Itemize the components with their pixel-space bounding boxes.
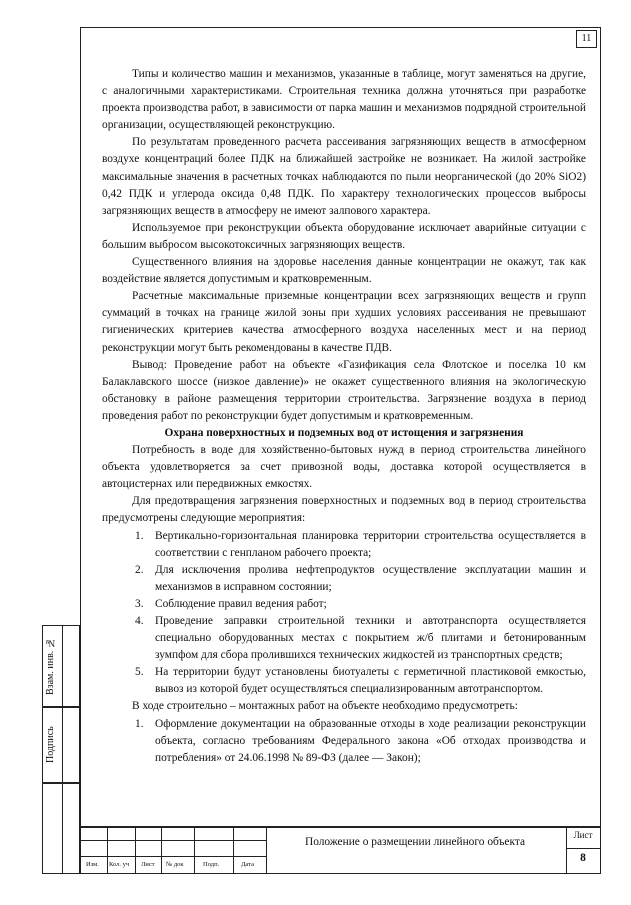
paragraph: Потребность в воде для хозяйственно-бытовых нужд в период строительства линейного объекта удовлетворяется за счет привозной воды, доставка которой осуществляется в автоцистернах или передвижных емкостях. (102, 444, 586, 491)
tb-col-label: Лист (141, 861, 155, 868)
paragraph: Типы и количество машин и механизмов, указанные в таблице, могут заменяться на другие, с аналогичными характеристиками. Строительная техника должна уточняться при разработке проекта производства работ, в зависимости от парка машин и механизмов подрядной строительной организации, осуществляющей реконструкцию. (102, 68, 586, 132)
list-item: 1. Оформление документации на образованные отходы в ходе реализации реконструкции объекта, согласно требованиям Федерального закона «Об отходах производства и потребления» от 24.06.1998 № 89-ФЗ (далее — Закон); (135, 717, 586, 764)
list-item: 2. Для исключения пролива нефтепродуктов осуществление эксплуатации машин и механизмов в исправном состоянии; (135, 563, 586, 593)
paragraph: Расчетные максимальные приземные концентрации всех загрязняющих веществ и групп суммаций в точках на границе жилой зоны при худших условиях рассеивания не превышают гигиенических критериев качества атмосферного воздуха населенных мест и на период реконструкции могут быть рекомендованы в качестве ПДВ. (102, 290, 586, 354)
list-item: 3. Соблюдение правил ведения работ; (135, 597, 327, 610)
paragraph: Для предотвращения загрязнения поверхностных и подземных вод в период строительства предусмотрены следующие мероприятия: (102, 495, 586, 525)
requirements-list (102, 716, 586, 767)
section-heading: Охрана поверхностных и подземных вод от истощения и загрязнения (164, 426, 524, 439)
sheet-number: 8 (580, 852, 586, 864)
list-item: 4. Проведение заправки строительной техники и автотранспорта осуществляется специально оборудованных местах с покрытием ж/б плитами и бетонированным зумпфом для сбора пролившихся технических жидкостей из транспортных средств; (135, 615, 586, 662)
tb-col-label: Дата (241, 861, 254, 868)
document-title: Положение о размещении линейного объекта (304, 836, 526, 848)
paragraph: По результатам проведенного расчета рассеивания загрязняющих веществ в атмосферном воздухе концентраций более ПДК на ближайшей застройке не возникает. На жилой застройке максимальные значения в расчетных точках наблюдаются по пыли неорганической (до 20% SiO2) 0,42 ПДК и углерода оксида 0,48 ПДК. По характеру технологических процессов выбросы загрязняющих веществ в атмосферу не имеют залпового характера. (102, 136, 586, 217)
corner-page-number: 11 (576, 30, 597, 48)
stamp-signature-box (42, 707, 80, 783)
paragraph: Используемое при реконструкции объекта оборудование исключает аварийные ситуации с большим выбросом высокотоксичных загрязняющих веществ. (102, 221, 586, 251)
stamp-signature-label: Подпись (45, 726, 56, 764)
tb-col-label: Подп. (203, 861, 220, 868)
paragraph: Существенного влияния на здоровье населения данные концентрации не окажут, так как воздействие является допустимым и кратковременным. (102, 256, 586, 286)
sheet-label: Лист (573, 830, 593, 840)
stamp-blank-box (42, 783, 80, 874)
paragraph: В ходе строительно – монтажных работ на объекте необходимо предусмотреть: (132, 700, 518, 713)
list-item: 1. Вертикально-горизонтальная планировка территории строительства осуществляется в соответствии с генпланом рабочего проекта; (135, 529, 586, 559)
paragraph: Вывод: Проведение работ на объекте «Газификация села Флотское и поселка 10 км Балаклавского шоссе (низкое давление)» не окажет существенного влияния на экологическую обстановку в районе размещения территории строительства. Загрязнение воздуха в период проведения работ по реконструкции будет допустимым и кратковременным. (102, 358, 586, 422)
tb-col-label: № док (166, 861, 184, 868)
measures-list (102, 528, 586, 699)
list-item: 5. На территории будут установлены биотуалеты с герметичной пластиковой емкостью, вывоз из которой будет осуществляться специализированным автотранспортом. (135, 666, 586, 696)
tb-col-label: Кол. уч (109, 861, 130, 868)
stamp-inventory-box (42, 625, 80, 707)
tb-col-label: Изм. (86, 861, 99, 868)
document-body (102, 66, 586, 767)
stamp-inventory-label: Взам. инв. № (45, 637, 56, 695)
